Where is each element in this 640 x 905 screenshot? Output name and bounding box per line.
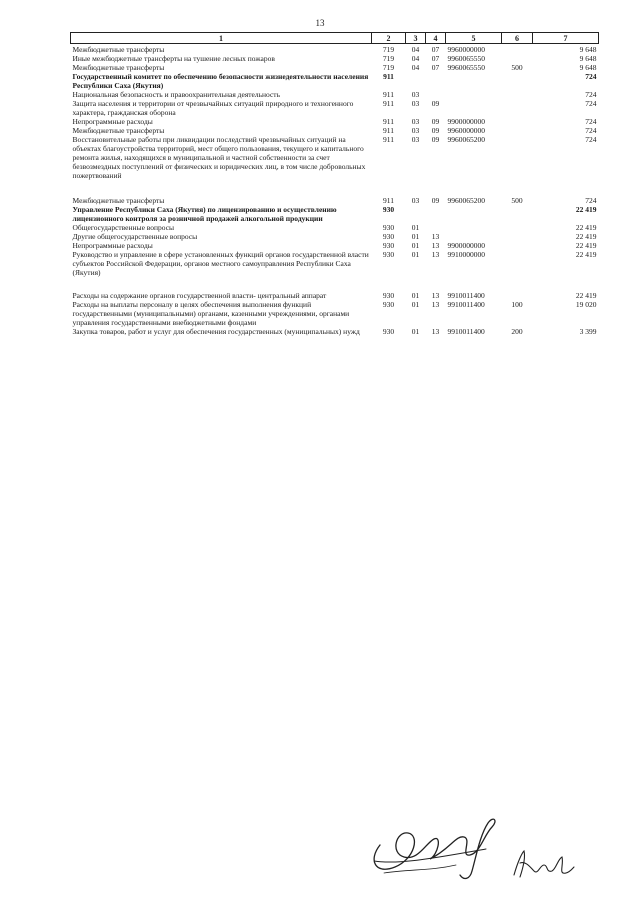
- cell-expense-type-code: 200: [511, 327, 523, 336]
- cell-name: Восстановительные работы при ликвидации последствий чрезвычайных ситуаций на объектах благоустройства территорий, мест общего пользования, текущего и капитального ремонта жилья, находящихся в муниципальной и частной собственности за счет безвозмездных поступлений от физических и юридических лиц, в том числе добровольных пожертвований: [72, 135, 366, 180]
- cell-name: Межбюджетные трансферты: [72, 63, 165, 72]
- cell-amount: 9 648: [579, 45, 597, 54]
- cell-section-code: 04: [411, 63, 420, 72]
- table-row: [71, 196, 599, 205]
- cell-admin-code: 911: [383, 196, 394, 205]
- cell-amount: 9 648: [579, 63, 597, 72]
- cell-name: Другие общегосударственные вопросы: [72, 232, 198, 241]
- cell-admin-code: 719: [382, 45, 395, 54]
- cell-name: Руководство и управление в сфере установленных функций органов государственной власти субъектов Российской Федерации, органов местного самоуправления Республики Саха (Якутия): [72, 250, 369, 277]
- cell-expense-type-code: [502, 54, 533, 63]
- cell-amount: 724: [585, 90, 597, 99]
- table-row: [71, 135, 599, 196]
- cell-amount: 724: [585, 126, 597, 135]
- cell-expense-type-code: 500: [511, 63, 523, 72]
- cell-admin-code: 930: [382, 223, 395, 232]
- cell-target-article-code: 9900000000: [447, 117, 485, 126]
- cell-expense-type-code: 100: [511, 300, 523, 309]
- cell-amount: 22 419: [575, 223, 597, 232]
- cell-expense-type-code: [502, 126, 533, 135]
- cell-admin-code: 911: [383, 126, 394, 135]
- table-row: [71, 291, 599, 300]
- cell-section-code: 01: [411, 291, 420, 300]
- cell-admin-code: 930: [382, 300, 395, 309]
- cell-amount: 19 020: [575, 300, 597, 309]
- cell-target-article-code: [446, 223, 502, 232]
- table-row: [71, 250, 599, 291]
- cell-amount: 22 419: [575, 291, 597, 300]
- cell-admin-code: 911: [383, 72, 394, 81]
- cell-expense-type-code: [502, 99, 533, 117]
- cell-target-article-code: 9960065550: [447, 63, 485, 72]
- cell-expense-type-code: [502, 135, 533, 196]
- cell-section-code: [406, 72, 426, 90]
- cell-section-code: 04: [411, 45, 420, 54]
- cell-subsection-code: [426, 90, 446, 99]
- cell-name: Непрограммные расходы: [72, 117, 153, 126]
- cell-subsection-code: 07: [431, 45, 440, 54]
- header-row: [71, 33, 599, 44]
- cell-subsection-code: 13: [431, 250, 440, 259]
- table-row: [71, 241, 599, 250]
- cell-expense-type-code: [502, 291, 533, 300]
- table-row: [71, 72, 599, 90]
- cell-amount: 724: [585, 196, 597, 205]
- header-col-6: 6: [502, 33, 533, 44]
- table-row: [71, 126, 599, 135]
- cell-name: Управление Республики Саха (Якутия) по лицензированию и осуществлению лицензионного контроля за розничной продажей алкогольной продукции: [72, 205, 337, 223]
- cell-subsection-code: 09: [431, 126, 440, 135]
- cell-section-code: 03: [411, 135, 420, 144]
- table-row: [71, 63, 599, 72]
- cell-name: Межбюджетные трансферты: [72, 126, 165, 135]
- table-row: [71, 90, 599, 99]
- cell-section-code: 03: [411, 117, 420, 126]
- cell-target-article-code: 9900000000: [447, 241, 485, 250]
- cell-subsection-code: 07: [431, 63, 440, 72]
- cell-subsection-code: 09: [431, 99, 440, 108]
- cell-subsection-code: 09: [431, 196, 440, 205]
- cell-amount: 3 399: [579, 327, 597, 336]
- header-col-4: 4: [426, 33, 446, 44]
- cell-target-article-code: [446, 232, 502, 241]
- cell-name: Межбюджетные трансферты: [72, 45, 165, 54]
- cell-amount: 9 648: [579, 54, 597, 63]
- cell-amount: 22 419: [575, 250, 597, 259]
- cell-admin-code: 930: [382, 241, 395, 250]
- cell-target-article-code: [446, 99, 502, 117]
- table-row: [71, 223, 599, 232]
- cell-expense-type-code: [502, 117, 533, 126]
- cell-admin-code: 719: [382, 63, 395, 72]
- cell-section-code: 03: [411, 99, 420, 108]
- cell-name: Национальная безопасность и правоохранительная деятельность: [72, 90, 281, 99]
- signature-mark-1: [360, 805, 510, 885]
- cell-target-article-code: 9960065200: [447, 135, 485, 144]
- page-number: 13: [315, 18, 325, 28]
- cell-subsection-code: 09: [431, 117, 440, 126]
- cell-target-article-code: [446, 205, 502, 223]
- table-row: [71, 117, 599, 126]
- table-row: [71, 99, 599, 117]
- cell-amount: 22 419: [575, 232, 597, 241]
- cell-admin-code: 911: [383, 90, 394, 99]
- header-col-5: 5: [446, 33, 502, 44]
- table-row: [71, 44, 599, 55]
- cell-subsection-code: 09: [431, 135, 440, 144]
- cell-name: Защита населения и территории от чрезвычайных ситуаций природного и техногенного характера, гражданская оборона: [72, 99, 354, 117]
- cell-section-code: 01: [411, 223, 420, 232]
- cell-target-article-code: 9910011400: [447, 291, 485, 300]
- cell-subsection-code: 13: [431, 300, 440, 309]
- cell-amount: 724: [585, 135, 597, 144]
- cell-target-article-code: 9960000000: [447, 126, 485, 135]
- cell-section-code: 01: [411, 232, 420, 241]
- cell-section-code: 03: [411, 126, 420, 135]
- cell-section-code: 03: [411, 90, 420, 99]
- cell-subsection-code: 07: [431, 54, 440, 63]
- cell-admin-code: 911: [383, 99, 394, 108]
- cell-section-code: 03: [411, 196, 420, 205]
- cell-amount: 724: [585, 72, 597, 81]
- cell-section-code: 01: [411, 300, 420, 309]
- cell-section-code: 01: [411, 241, 420, 250]
- header-col-3: 3: [406, 33, 426, 44]
- cell-target-article-code: [446, 72, 502, 90]
- cell-name: Межбюджетные трансферты: [72, 196, 165, 205]
- cell-amount: 724: [585, 117, 597, 126]
- cell-admin-code: 911: [383, 135, 394, 144]
- cell-target-article-code: 9910011400: [447, 327, 485, 336]
- cell-target-article-code: [446, 90, 502, 99]
- cell-name: Закупка товаров, работ и услуг для обеспечения государственных (муниципальных) нужд: [72, 327, 360, 336]
- signature-mark-2: [508, 845, 578, 885]
- cell-admin-code: 911: [383, 117, 394, 126]
- cell-expense-type-code: [502, 223, 533, 232]
- table-row: [71, 327, 599, 336]
- cell-expense-type-code: [502, 241, 533, 250]
- cell-expense-type-code: [502, 232, 533, 241]
- cell-amount: 724: [585, 99, 597, 108]
- cell-amount: 22 419: [575, 241, 597, 250]
- cell-name: Расходы на содержание органов государственной власти- центральный аппарат: [72, 291, 327, 300]
- cell-subsection-code: [426, 205, 446, 223]
- cell-section-code: 04: [411, 54, 420, 63]
- header-col-1: 1: [71, 33, 372, 44]
- header-col-7: 7: [533, 33, 599, 44]
- cell-target-article-code: 9960065200: [447, 196, 485, 205]
- cell-name: Государственный комитет по обеспечению безопасности жизнедеятельности населения Республики Саха (Якутия): [72, 72, 369, 90]
- cell-section-code: 01: [411, 327, 420, 336]
- cell-name: Расходы на выплаты персоналу в целях обеспечения выполнения функций государственными (муниципальными) органами, казенными учреждениями, органами управления государственными внебюджетными фондами: [72, 300, 350, 327]
- cell-subsection-code: 13: [431, 327, 440, 336]
- cell-admin-code: 930: [382, 232, 395, 241]
- cell-admin-code: 930: [382, 250, 395, 259]
- cell-expense-type-code: [502, 205, 533, 223]
- cell-subsection-code: 13: [431, 232, 440, 241]
- cell-expense-type-code: [502, 90, 533, 99]
- cell-target-article-code: 9910011400: [447, 300, 485, 309]
- cell-amount: 22 419: [575, 205, 597, 214]
- cell-subsection-code: 13: [431, 291, 440, 300]
- cell-admin-code: 930: [382, 291, 395, 300]
- cell-admin-code: 930: [382, 205, 395, 214]
- table-row: [71, 205, 599, 223]
- cell-name: Непрограммные расходы: [72, 241, 153, 250]
- cell-expense-type-code: [502, 44, 533, 55]
- cell-section-code: 01: [411, 250, 420, 259]
- table-row: [71, 300, 599, 327]
- cell-target-article-code: 9960065550: [447, 54, 485, 63]
- cell-section-code: [406, 205, 426, 223]
- cell-target-article-code: 9960000000: [447, 45, 485, 54]
- cell-subsection-code: 13: [431, 241, 440, 250]
- budget-table: [70, 32, 599, 336]
- cell-expense-type-code: [502, 250, 533, 291]
- cell-name: Общегосударственные вопросы: [72, 223, 175, 232]
- cell-expense-type-code: [502, 72, 533, 90]
- cell-target-article-code: 9910000000: [447, 250, 485, 259]
- cell-admin-code: 719: [382, 54, 395, 63]
- table-body: [71, 44, 599, 337]
- cell-expense-type-code: 500: [511, 196, 523, 205]
- cell-subsection-code: [426, 223, 446, 232]
- table-row: [71, 54, 599, 63]
- cell-admin-code: 930: [382, 327, 395, 336]
- cell-subsection-code: [426, 72, 446, 90]
- header-col-2: 2: [372, 33, 406, 44]
- cell-name: Иные межбюджетные трансферты на тушение лесных пожаров: [72, 54, 275, 63]
- table-row: [71, 232, 599, 241]
